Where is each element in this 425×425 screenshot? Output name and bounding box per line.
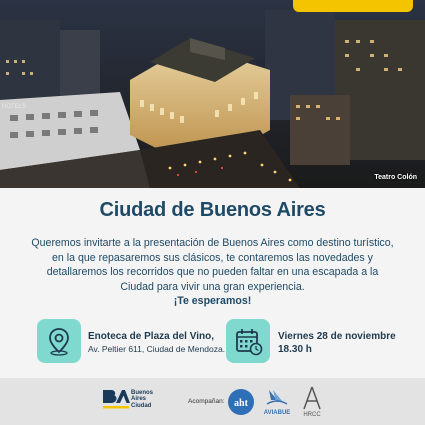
logo-line-aires: Aires <box>131 396 147 403</box>
aviabue-logo-text: AVIABUE <box>263 410 291 416</box>
hero-photo <box>0 0 425 188</box>
logo-line-ciudad: Ciudad <box>131 402 152 409</box>
hrcc-logo <box>300 385 324 419</box>
page-title: Ciudad de Buenos Aires <box>99 199 326 221</box>
acompanan-label: Acompañan: <box>188 398 225 405</box>
venue-name: Enoteca de Plaza del Vino, <box>88 331 214 342</box>
invitation-text <box>30 236 395 309</box>
calendar-icon <box>226 319 270 363</box>
call-to-action: ¡Te esperamos! <box>173 295 252 307</box>
venue-address: Av. Peltier 611, Ciudad de Mendoza. <box>88 344 226 354</box>
buenos-aires-logo-text <box>131 390 153 409</box>
location-pin-icon <box>37 319 81 363</box>
svg-text:HOTELS: HOTELS <box>2 104 27 110</box>
hrcc-logo-text: HRCC <box>303 412 321 418</box>
datetime-info <box>278 330 396 356</box>
teatro-colon-night-photo <box>0 0 425 188</box>
buenos-aires-logo <box>102 389 130 411</box>
invitation-paragraph: Queremos invitarte a la presentación de Buenos Aires como destino turístico, en la que repasaremos sus clásicos, te contaremos las novedades y detallaremos los recorridos que no pueden faltar en una escapada a la Ciudad para vivir una gran experiencia. <box>31 237 394 293</box>
yellow-accent-tab <box>293 0 413 12</box>
event-time: 18.30 h <box>278 344 312 355</box>
aht-logo-text: aht <box>234 398 248 409</box>
aht-logo <box>226 387 256 417</box>
photo-caption: Teatro Colón <box>374 174 417 181</box>
logo-line-buenos: Buenos <box>131 390 154 396</box>
location-info <box>88 330 225 356</box>
aviabue-logo <box>259 386 295 418</box>
event-date: Viernes 28 de noviembre <box>278 331 396 342</box>
